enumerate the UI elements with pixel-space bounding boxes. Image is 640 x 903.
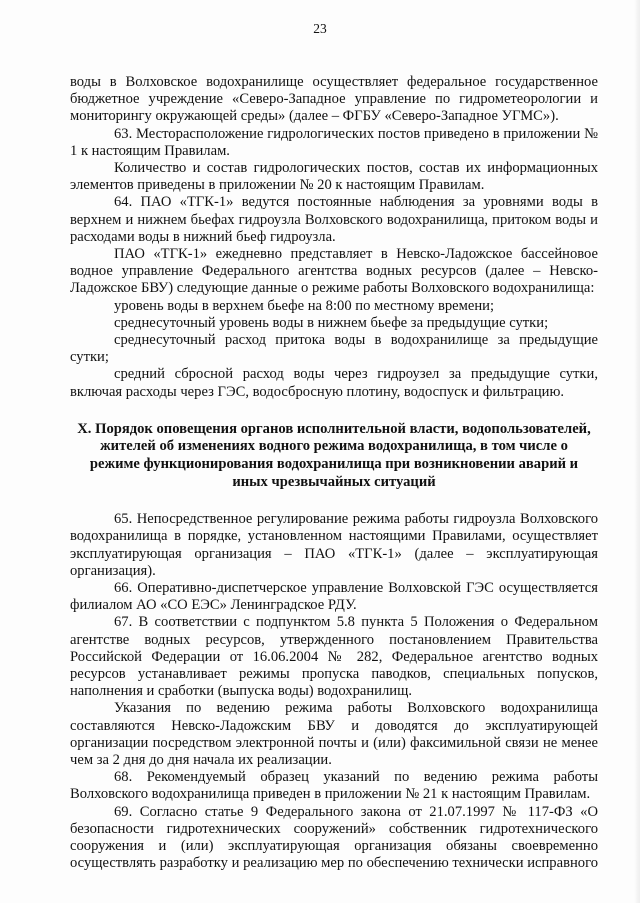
- list-item: среднесуточный расход притока воды в водохранилище за предыдущие сутки;: [70, 332, 598, 366]
- list-item: уровень воды в верхнем бьефе на 8:00 по местному времени;: [114, 297, 495, 314]
- paragraph-66: 66. Оперативно-диспетчерское управление Волховской ГЭС осуществляется филиалом АО «СО ЕЭС» Ленинградское РДУ.: [70, 580, 598, 614]
- paragraph-65: 65. Непосредственное регулирование режима работы гидроузла Волховского водохранилища в порядке, установленном настоящими Правилами, осуществляет эксплуатирующая организация – ПАО «ТГК-1» (далее – эксплуатирующая организация).: [70, 511, 598, 579]
- scan-edge-shadow: [634, 0, 640, 903]
- paragraph-continuation: воды в Волховское водохранилище осуществляет федеральное государственное бюджетное учреждение «Северо-Западное управление по гидрометеорологии и мониторингу окружающей среды» (далее – ФГБУ «Северо-Западное УГМС»).: [70, 74, 598, 125]
- spacer: [70, 401, 598, 421]
- paragraph-67-instructions: Указания по ведению режима работы Волховского водохранилища составляются Невско-Ладожским БВУ и доводятся до эксплуатирующей организации посредством электронной почты и (или) факсимильной связи не менее чем за 2 дня до дня начала их реализации.: [70, 700, 598, 769]
- list-item: средний сбросной расход воды через гидроузел за предыдущие сутки, включая расходы через ГЭС, водосбросную плотину, водоспуск и фильтрацию.: [70, 366, 598, 400]
- spacer: [70, 491, 598, 511]
- paragraph-63-details: Количество и состав гидрологических постов, состав их информационных элементов приведены в приложении № 20 к настоящим Правилам.: [70, 160, 598, 194]
- paragraph-63: 63. Месторасположение гидрологических постов приведено в приложении № 1 к настоящим Правилам.: [70, 125, 598, 159]
- report-data-list: [70, 298, 598, 401]
- list-item: среднесуточный уровень воды в нижнем бьефе за предыдущие сутки;: [114, 314, 549, 331]
- page-content: [70, 74, 598, 873]
- section-heading: X. Порядок оповещения органов исполнительной власти, водопользователей, жителей об изменениях водного режима водохранилища, в том числе о режиме функционирования водохранилища при возникновении аварий и иных чрезвычайных ситуаций: [77, 420, 591, 490]
- paragraph-64: 64. ПАО «ТГК-1» ведутся постоянные наблюдения за уровнями воды в верхнем и нижнем бьефах гидроузла Волховского водохранилища, притоком воды и расходами воды в нижний бьеф гидроузла.: [70, 194, 598, 245]
- paragraph-69: 69. Согласно статье 9 Федерального закона от 21.07.1997 № 117-ФЗ «О безопасности гидротехнических сооружений» собственник гидротехнического сооружения и (или) эксплуатирующая организация обязаны своевременно осуществлять разработку и реализацию мер по обеспечению технически исправного: [70, 803, 598, 872]
- paragraph-67: 67. В соответствии с подпунктом 5.8 пункта 5 Положения о Федеральном агентстве водных ресурсов, утвержденного постановлением Правительства Российской Федерации от 16.06.2004 № 282, Федеральное агентство водных ресурсов устанавливает режимы пропуска паводков, специальных попусков, наполнения и сработки (выпуска воды) водохранилищ.: [70, 614, 598, 700]
- paragraph-68: 68. Рекомендуемый образец указаний по ведению режима работы Волховского водохранилища приведен в приложении № 21 к настоящим Правилам.: [70, 769, 598, 803]
- paragraph-64-reporting: ПАО «ТГК-1» ежедневно представляет в Невско-Ладожское бассейновое водное управление Федерального агентства водных ресурсов (далее – Невско-Ладожское БВУ) следующие данные о режиме работы Волховского водохранилища:: [70, 246, 598, 297]
- page-number: 23: [313, 21, 327, 36]
